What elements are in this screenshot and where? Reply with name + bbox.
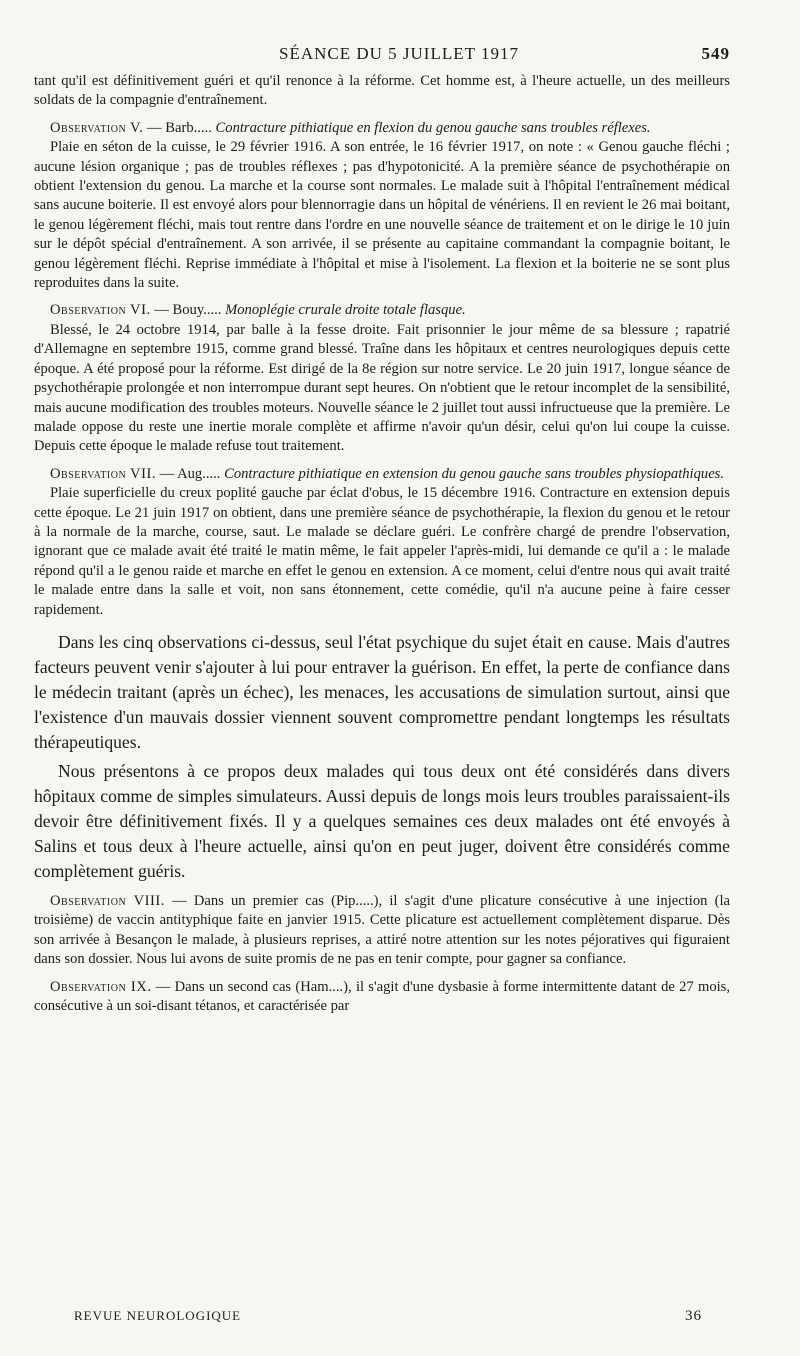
observation-heading [34,465,730,484]
observation-body: Plaie en séton de la cuisse, le 29 février 1916. A son entrée, le 16 février 1917, on note : « Genou gauche fléchi ; aucune lésion organique ; pas de troubles réflexes ; pas d'hypotonicité. A la première séance de psychothérapie on obtient l'extension du genou. La marche et la course sont normales. Le malade suit à l'hôpital l'entraînement médical sans aucune boiterie. Il est envoyé alors pour blennorragie dans un hôpital de vénériens. Il en revient le 26 mai boitant, le genou légèrement fléchi, mais tout rentre dans l'ordre en une nouvelle séance de traitement et on le dirige le 10 juin sur le dépôt spécial d'entraînement. A son arrivée, il se présente au capitaine commandant la compagnie boitant, le genou légèrement fléchi. Reprise immédiate à l'hôpital et mise à l'isolement. La flexion et la boiterie ne se sont plus reproduites dans la suite. [34,139,730,292]
main-paragraph: Dans les cinq observations ci-dessus, seul l'état psychique du sujet était en cause. Mais d'autres facteurs peuvent venir s'ajouter à lui pour entraver la guérison. En effet, la perte de confiance dans le médecin traitant (après un échec), les menaces, les accusations de simulation surtout, ainsi que l'existence d'un mauvais dossier viennent souvent compromettre pendant longtemps les résultats thérapeutiques. [34,631,730,752]
intro-paragraph: tant qu'il est définitivement guéri et qu'il renonce à la réforme. Cet homme est, à l'heure actuelle, un des meilleurs soldats de la compagnie d'entraînement. [34,73,730,109]
observation-paragraph [34,978,730,1017]
main-paragraph: Nous présentons à ce propos deux malades qui tous deux ont été considérés dans divers hôpitaux comme de simples simulateurs. Aussi depuis de longs mois leurs troubles paraissaient-ils devoir être définitivement fixés. Il y a quelques semaines ces deux malades ont été envoyés à Salins et tous deux à l'heure actuelle, ainsi qu'on en peut juger, doivent être considérés comme complètement guéris. [34,760,730,881]
observation-title: Contracture pithiatique en extension du genou gauche sans troubles physiopathiques. [220,465,725,482]
signature-mark: 36 [685,1308,702,1324]
observation-label: Observation IX. [50,978,152,995]
observation-text: Dans un premier cas (Pip.....), il s'agit d'une plicature consécutive à une injection (la troisième) de vaccin antityphique faite en janvier 1915. Cette plicature est actuellement complètement disparue. Dès son arrivée à Besançon le malade, à plusieurs reprises, a attiré notre attention sur les notes péjoratives qui figuraient dans son dossier. Nous lui avons de suite promis de ne pas en tenir compte, pour gagner sa confiance. [34,892,730,968]
patient-name: Barb..... [165,119,212,136]
observation-separator: — [164,892,194,909]
observation-title: Contracture pithiatique en flexion du genou gauche sans troubles réflexes. [211,119,651,136]
observation-6 [34,301,730,456]
running-title: SÉANCE DU 5 JUILLET 1917 [279,44,519,63]
observation-7 [34,465,730,620]
journal-name: REVUE NEUROLOGIQUE [74,1308,242,1323]
observation-5 [34,119,730,294]
observation-separator: — [150,302,173,319]
patient-name: Aug..... [177,465,221,482]
observation-heading [34,301,730,320]
observation-text: Dans un second cas (Ham....), il s'agit d'une dysbasie à forme intermittente datant de 27 mois, consécutive à un soi-disant tétanos, et caractérisée par [34,978,730,1014]
observation-body: Plaie superficielle du creux poplité gauche par éclat d'obus, le 15 décembre 1916. Contracture en extension depuis cette époque. Le 21 juin 1917 on obtient, dans une première séance de psychothérapie, la flexion du genou et le retour à la normale de la marche, course, saut. Le malade se déclare guéri. Le confrère chargé de prendre l'observation, ignorant que ce malade avait été traité le matin même, le fait appeler l'après-midi, lui demande ce qu'il a : le malade répond qu'il a le genou raide et marche en effet le genou en extension. A ce moment, celui d'entre nous qui avait traité le malade entre dans la salle et voit, non sans étonnement, cette comédie, qu'il n'a aucune peine à faire cesser rapidement. [34,485,730,618]
observation-separator: — [155,465,178,482]
observation-body: Blessé, le 24 octobre 1914, par balle à la fesse droite. Fait prisonnier le jour même de sa blessure ; rapatrié d'Allemagne en septembre 1915, comme grand blessé. Traîne dans les hôpitaux et centres neurologiques depuis cette époque. A été proposé pour la réforme. Est dirigé de la 8e région sur notre service. Le 20 juin 1917, longue séance de psychothérapie prolongée et non interrompue durant sept heures. On n'obtient que le retour incomplet de la sensibilité, mais aucune modification des troubles moteurs. Nouvelle séance le 2 juillet tout aussi infructueuse que la première. Le malade oppose du reste une inertie morale complète et affirme n'avoir qu'un désir, celui qu'on lui coupe la cuisse. Depuis cette époque le malade refuse tout traitement. [34,321,730,455]
page-number: 549 [701,44,730,63]
late-observations-block [34,892,730,1016]
observation-label: Observation VI. [50,302,151,319]
observation-label: Observation VIII. [50,892,165,909]
observation-9 [34,978,730,1017]
running-header [34,38,730,72]
observation-separator: — [151,978,175,995]
patient-name: Bouy..... [172,302,222,319]
observation-label: Observation V. [50,119,144,136]
observations-block [34,72,730,620]
observation-paragraph [34,892,730,970]
observation-separator: — [143,119,166,136]
observation-8 [34,892,730,970]
observation-title: Monoplégie crurale droite totale flasque. [221,302,466,319]
observation-label: Observation VII. [50,465,156,482]
observation-heading [34,119,730,138]
